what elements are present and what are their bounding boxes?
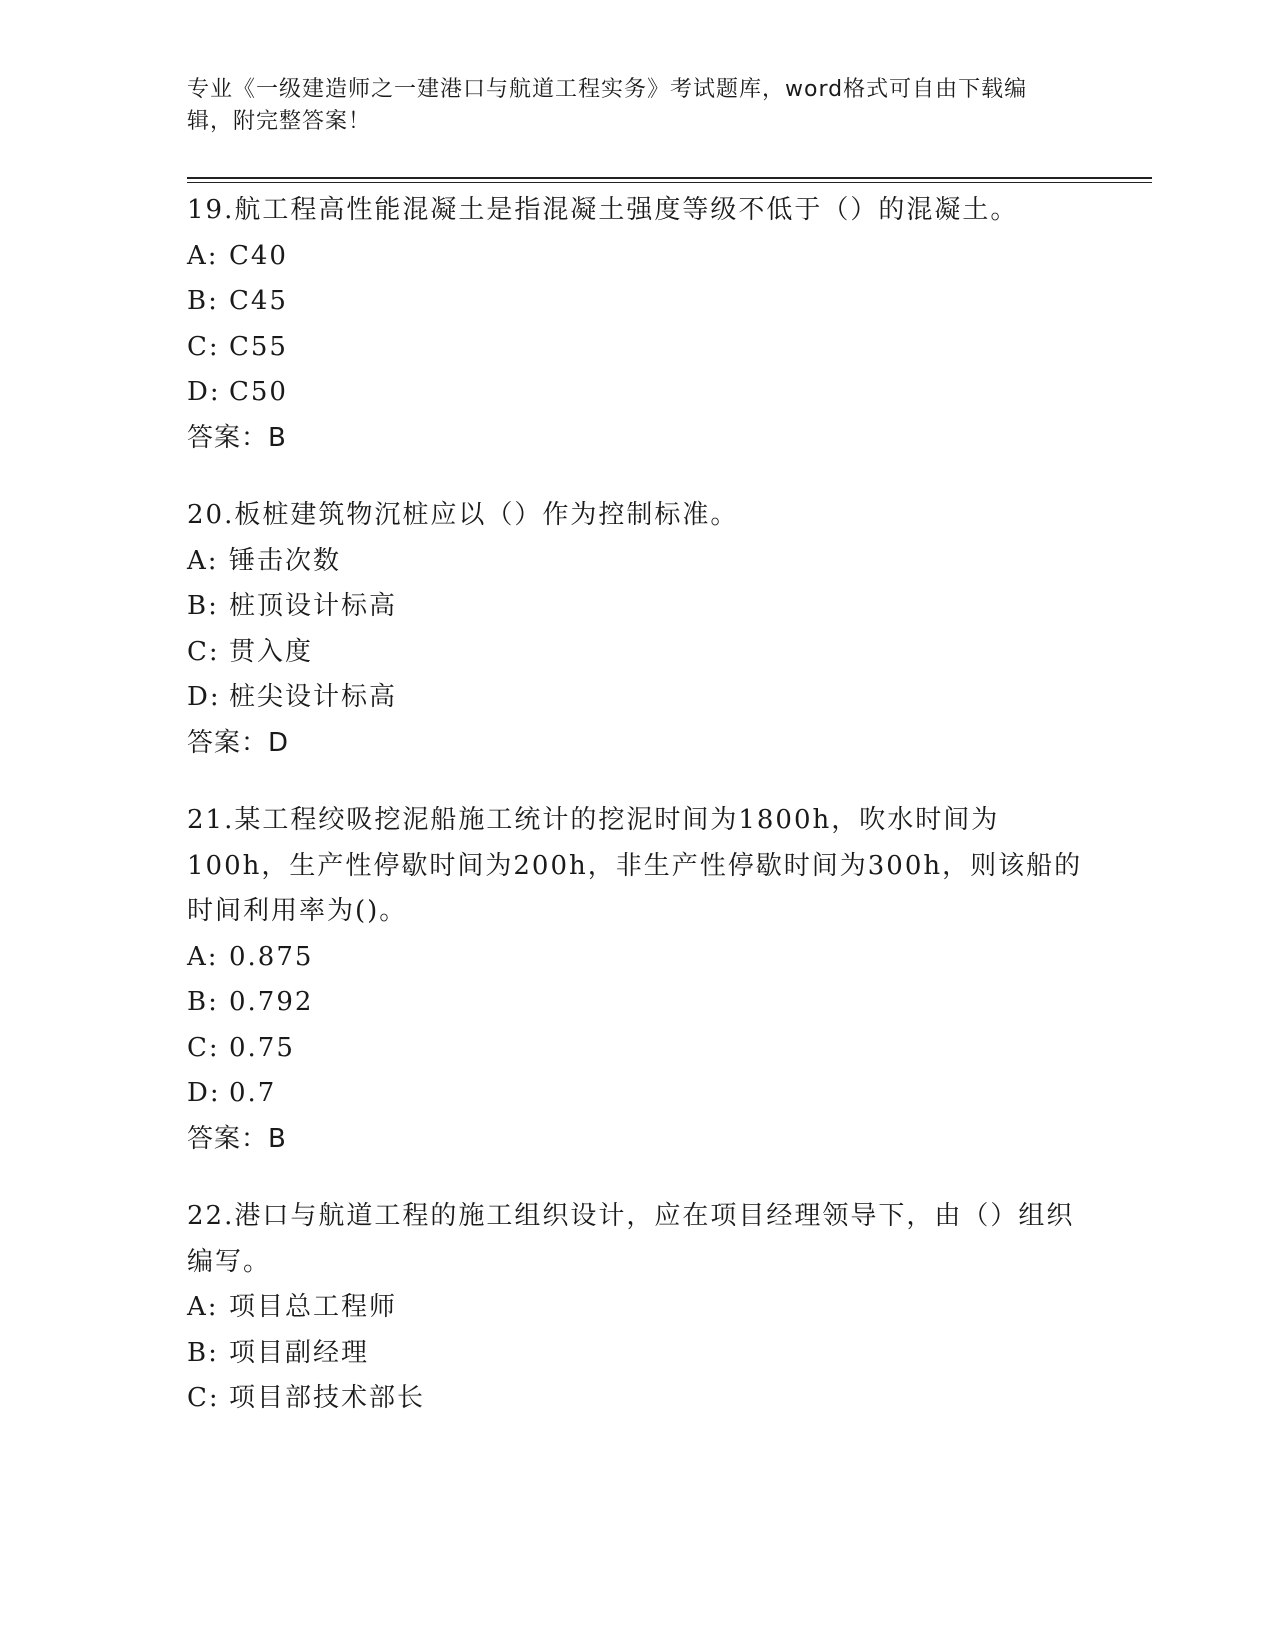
option-key: B:: [187, 1337, 219, 1368]
answer-option: [187, 980, 1087, 1026]
answer-option: [187, 584, 1087, 630]
option-key: D:: [187, 377, 221, 407]
option-key: B:: [187, 987, 219, 1017]
answer-option: [187, 935, 1087, 981]
answer-option: [187, 1331, 1087, 1377]
answer-line: 答案：B: [187, 422, 287, 453]
option-key: C:: [187, 1383, 220, 1413]
option-text: 0.875: [229, 941, 314, 972]
answer-option: [187, 675, 1087, 721]
question-block: [187, 1194, 1087, 1422]
answer-option: [187, 234, 1087, 280]
option-text: 0.7: [229, 1078, 277, 1108]
option-text: C40: [229, 240, 288, 271]
option-text: C45: [229, 286, 288, 316]
answer-option: [187, 539, 1087, 585]
option-text: C55: [229, 331, 288, 362]
question-block: [187, 493, 1087, 766]
option-text: 贯入度: [229, 636, 314, 667]
answer-option: [187, 1285, 1087, 1331]
option-text: 锤击次数: [229, 545, 342, 576]
option-key: A:: [187, 1292, 219, 1322]
option-text: 桩顶设计标高: [229, 591, 398, 621]
option-text: 0.75: [229, 1032, 295, 1063]
answer-option: [187, 630, 1087, 676]
header-divider-thin: [187, 182, 1152, 183]
option-key: A:: [187, 941, 219, 972]
option-text: 桩尖设计标高: [229, 682, 398, 712]
option-key: C:: [187, 636, 220, 667]
question-stem: 20.板桩建筑物沉桩应以（）作为控制标准。: [187, 500, 739, 530]
option-text: 0.792: [229, 987, 314, 1017]
answer-option: [187, 370, 1087, 416]
question-block: [187, 798, 1087, 1162]
option-key: C:: [187, 331, 220, 362]
answer-option: [187, 1026, 1087, 1072]
option-key: B:: [187, 591, 219, 621]
question-stem: 21.某工程绞吸挖泥船施工统计的挖泥时间为1800h，吹水时间为100h，生产性停歇时间为200h，非生产性停歇时间为300h，则该船的时间利用率为()。: [187, 805, 1083, 926]
answer-line: 答案：B: [187, 1123, 287, 1154]
option-text: 项目总工程师: [229, 1292, 398, 1322]
option-key: A:: [187, 240, 219, 271]
question-block: [187, 188, 1087, 461]
option-key: B:: [187, 286, 219, 316]
option-text: 项目副经理: [229, 1337, 370, 1368]
answer-option: [187, 325, 1087, 371]
document-header: 专业《一级建造师之一建港口与航道工程实务》考试题库，word格式可自由下载编辑，附完整答案！: [187, 77, 1028, 134]
option-text: 项目部技术部长: [229, 1383, 426, 1413]
question-stem: 19.航工程高性能混凝土是指混凝土强度等级不低于（）的混凝土。: [187, 195, 1019, 225]
option-key: C:: [187, 1032, 220, 1063]
header-divider-thick: [187, 177, 1152, 179]
answer-option: [187, 1376, 1087, 1422]
option-key: D:: [187, 682, 221, 712]
option-text: C50: [229, 377, 288, 407]
answer-option: [187, 1071, 1087, 1117]
answer-option: [187, 279, 1087, 325]
question-list: [187, 188, 1087, 1454]
answer-line: 答案：D: [187, 727, 290, 758]
question-stem: 22.港口与航道工程的施工组织设计，应在项目经理领导下，由（）组织编写。: [187, 1201, 1075, 1277]
option-key: A:: [187, 545, 219, 576]
option-key: D:: [187, 1078, 221, 1108]
